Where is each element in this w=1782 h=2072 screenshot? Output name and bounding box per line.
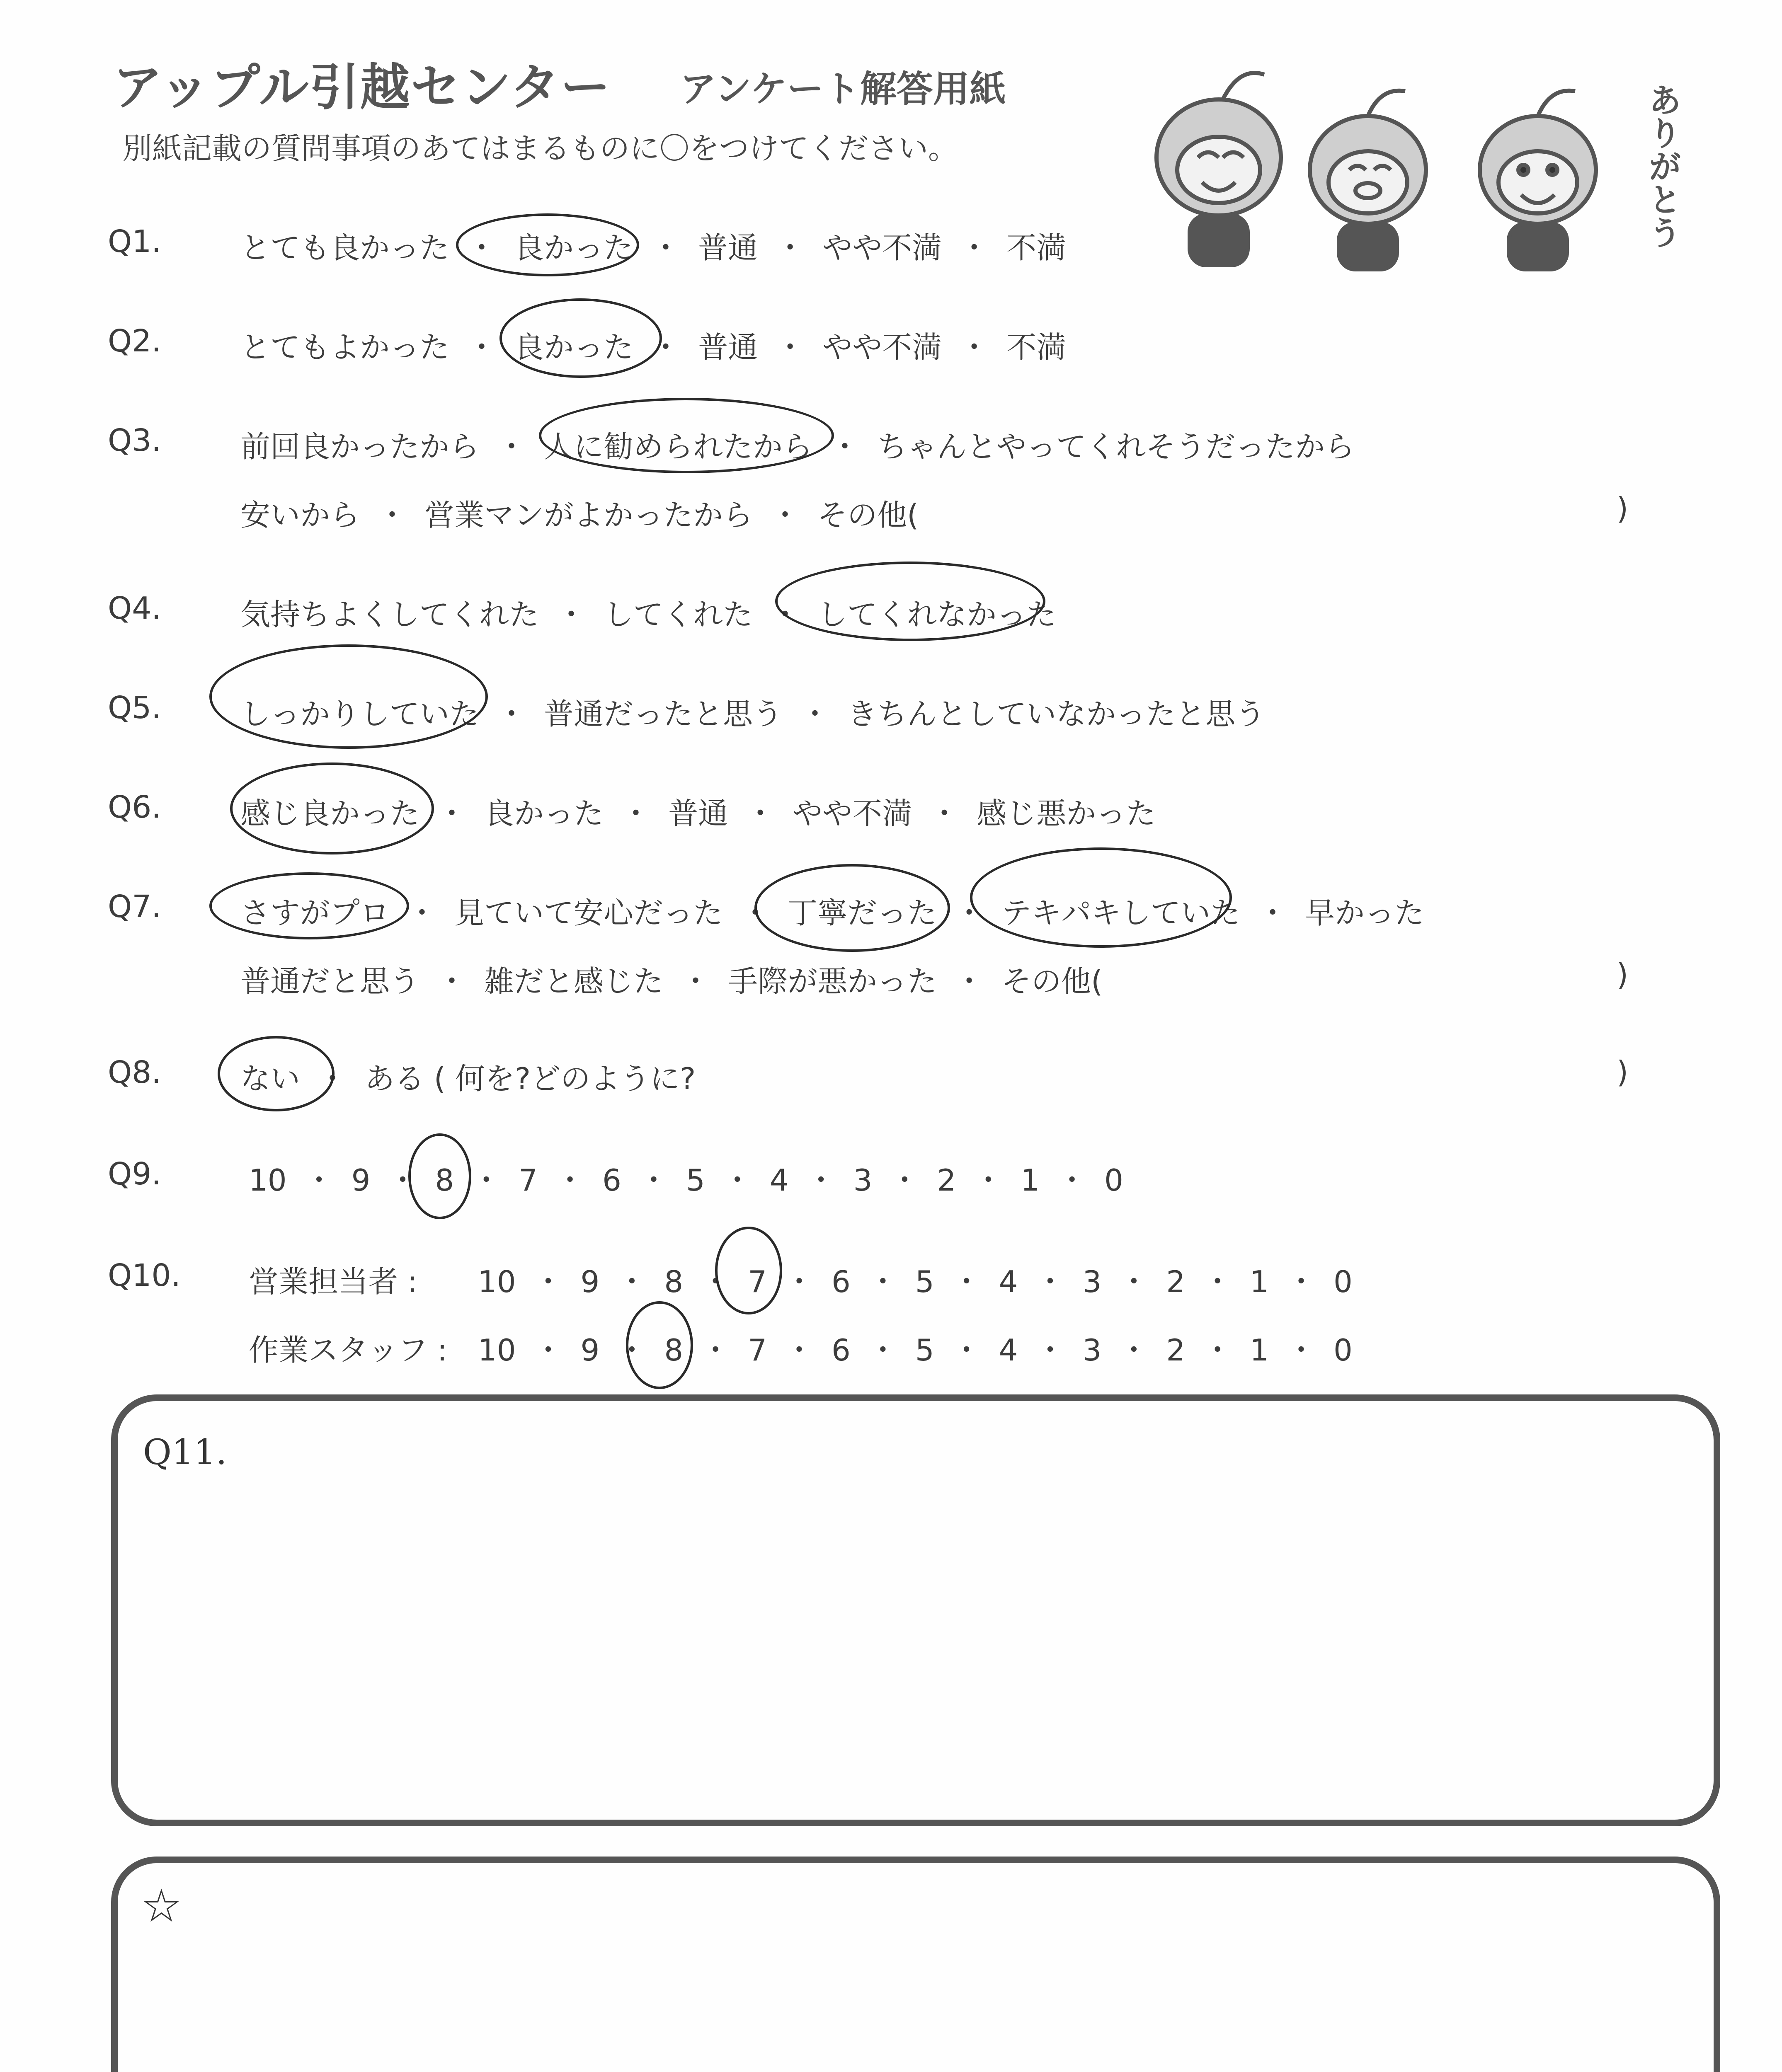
q10-staff-score-5[interactable]: 5 <box>915 1333 934 1368</box>
q3-option-5[interactable]: 営業マンがよかったから <box>424 498 753 533</box>
q10-staff-label: 作業スタッフ : <box>249 1333 448 1368</box>
q1-number: Q1. <box>108 224 161 259</box>
q3-close-paren: ) <box>1617 491 1629 526</box>
q1-options: とても良かった ・ 良かった ・ 普通 ・ やや不満 ・ 不満 <box>240 224 1066 267</box>
q6-option-3[interactable]: 普通 <box>668 796 728 831</box>
q10-sales-score-9[interactable]: 9 <box>580 1264 600 1299</box>
q4-options: 気持ちよくしてくれた ・ してくれた ・ してくれなかった <box>240 591 1056 634</box>
q9-selection-mark <box>408 1133 471 1219</box>
q3-options-line1: 前回良かったから ・ 人に勧められたから ・ ちゃんとやってくれそうだったから <box>240 423 1355 466</box>
q10-staff-score-2[interactable]: 2 <box>1166 1333 1186 1368</box>
q6-options: 感じ良かった ・ 良かった ・ 普通 ・ やや不満 ・ 感じ悪かった <box>240 789 1156 833</box>
q9-score-2[interactable]: 2 <box>937 1163 956 1198</box>
q7-option-2[interactable]: 見ていて安心だった <box>454 896 723 930</box>
q6-number: Q6. <box>108 789 161 825</box>
q2-number: Q2. <box>108 323 161 359</box>
q3-option-2[interactable]: 人に勧められたから <box>544 429 813 464</box>
q7-option-9[interactable]: その他( <box>1001 964 1103 999</box>
star-comment-box[interactable] <box>111 1857 1720 2072</box>
q4-option-2[interactable]: してくれた <box>604 597 753 632</box>
q11-label: Q11. <box>143 1432 227 1472</box>
q10-staff-score-7[interactable]: 7 <box>748 1333 767 1368</box>
q3-option-1[interactable]: 前回良かったから <box>240 429 480 464</box>
mascot-thanks-text: ありがとう <box>1643 83 1682 249</box>
q8-number: Q8. <box>108 1055 161 1090</box>
monkey-right-icon <box>1480 91 1596 269</box>
q4-option-3[interactable]: してくれなかった <box>817 597 1057 632</box>
q3-selection-mark <box>539 398 834 473</box>
q10-staff-score-3[interactable]: 3 <box>1082 1333 1102 1368</box>
q1-selection-mark <box>456 213 639 276</box>
q5-number: Q5. <box>108 690 161 726</box>
q5-selection-mark <box>209 644 488 749</box>
q10-staff-selection-mark <box>626 1301 693 1389</box>
q7-close-paren: ) <box>1617 957 1629 992</box>
q3-options-line2: 安いから ・ 営業マンがよかったから ・ その他( <box>240 491 919 534</box>
q4-option-1[interactable]: 気持ちよくしてくれた <box>240 597 539 632</box>
q7-option-5[interactable]: 早かった <box>1305 896 1425 930</box>
monkey-left-icon <box>1156 73 1281 265</box>
q2-option-1[interactable]: とてもよかった <box>240 330 450 365</box>
q10-staff-score-6[interactable]: 6 <box>832 1333 851 1368</box>
q6-option-4[interactable]: やや不満 <box>793 796 912 831</box>
form-title: アンケート解答用紙 <box>680 68 1006 110</box>
q9-score-10[interactable]: 10 <box>249 1163 287 1198</box>
q9-score-8[interactable]: 8 <box>435 1163 454 1198</box>
q10-number: Q10. <box>108 1258 181 1293</box>
q10-sales-score-2[interactable]: 2 <box>1166 1264 1186 1299</box>
q2-option-2[interactable]: 良かった <box>514 330 634 365</box>
q2-option-5[interactable]: 不満 <box>1006 330 1067 365</box>
q4-number: Q4. <box>108 591 161 626</box>
q10-sales-score-4[interactable]: 4 <box>999 1264 1018 1299</box>
q9-scale: 10 ・ 9 ・ 8 ・ 7 ・ 6 ・ 5 ・ 4 ・ 3 ・ 2 ・ 1 ・ 0 <box>249 1163 1123 1198</box>
q7-option-7[interactable]: 雑だと感じた <box>484 964 664 999</box>
q4-selection-mark <box>775 562 1045 641</box>
q9-number: Q9. <box>108 1156 161 1192</box>
q3-number: Q3. <box>108 423 161 458</box>
q9-score-5[interactable]: 5 <box>686 1163 705 1198</box>
q1-option-4[interactable]: やや不満 <box>822 230 942 265</box>
q1-option-2[interactable]: 良かった <box>514 230 634 265</box>
q10-sales-label: 営業担当者 : <box>249 1264 418 1299</box>
star-label: ☆ <box>141 1879 182 1932</box>
q2-options: とてもよかった ・ 良かった ・ 普通 ・ やや不満 ・ 不満 <box>240 323 1066 366</box>
q7-selection-mark-1 <box>209 872 409 939</box>
q2-option-3[interactable]: 普通 <box>698 330 758 365</box>
q5-option-3[interactable]: きちんとしていなかったと思う <box>847 697 1266 731</box>
q8-option-2[interactable]: ある ( 何を?どのように? <box>365 1061 696 1096</box>
q10-sales-score-7[interactable]: 7 <box>748 1264 767 1299</box>
q6-option-5[interactable]: 感じ悪かった <box>977 796 1156 831</box>
q3-option-4[interactable]: 安いから <box>240 498 360 533</box>
q10-staff-score-8[interactable]: 8 <box>664 1333 684 1368</box>
q5-option-2[interactable]: 普通だったと思う <box>544 697 783 731</box>
q3-option-6[interactable]: その他( <box>817 498 919 533</box>
q7-number: Q7. <box>108 889 161 925</box>
q10-sales-score-0[interactable]: 0 <box>1333 1264 1353 1299</box>
q9-score-3[interactable]: 3 <box>853 1163 873 1198</box>
q10-sales-score-6[interactable]: 6 <box>832 1264 851 1299</box>
mascot-illustration <box>1119 58 1700 274</box>
q10-sales-score-8[interactable]: 8 <box>664 1264 684 1299</box>
q1-option-3[interactable]: 普通 <box>698 230 758 265</box>
q10-sales-score-5[interactable]: 5 <box>915 1264 934 1299</box>
q10-staff-score-0[interactable]: 0 <box>1333 1333 1353 1368</box>
q7-option-6[interactable]: 普通だと思う <box>240 964 420 999</box>
company-name: アップル引越センター <box>113 59 611 116</box>
q6-option-2[interactable]: 良かった <box>484 796 604 831</box>
q3-option-3[interactable]: ちゃんとやってくれそうだったから <box>877 429 1355 464</box>
q5-options: しっかりしていた ・ 普通だったと思う ・ きちんとしていなかったと思う <box>240 690 1265 733</box>
q9-score-9[interactable]: 9 <box>351 1163 371 1198</box>
q7-option-8[interactable]: 手際が悪かった <box>728 964 937 999</box>
q1-option-5[interactable]: 不満 <box>1006 230 1067 265</box>
q5-option-1[interactable]: しっかりしていた <box>240 697 480 731</box>
q7-options-line1: さすがプロ ・ 見ていて安心だった ・ 丁寧だった ・ テキパキしていた ・ 早かった <box>240 889 1424 932</box>
q10-staff-row: 作業スタッフ : 10 ・ 9 ・ 8 ・ 7 ・ 6 ・ 5 ・ 4 ・ 3 ・ 2 ・ 1 ・ 0 <box>249 1326 1353 1369</box>
q9-score-0[interactable]: 0 <box>1104 1163 1123 1198</box>
q6-option-1[interactable]: 感じ良かった <box>240 796 420 831</box>
q7-selection-mark-2 <box>754 864 950 952</box>
q8-selection-mark <box>218 1036 335 1111</box>
q7-selection-mark-3 <box>970 847 1232 948</box>
q9-score-1[interactable]: 1 <box>1021 1163 1040 1198</box>
q10-sales-score-10[interactable]: 10 <box>478 1264 516 1299</box>
q2-option-4[interactable]: やや不満 <box>822 330 942 365</box>
q9-score-7[interactable]: 7 <box>519 1163 538 1198</box>
q10-sales-score-1[interactable]: 1 <box>1250 1264 1269 1299</box>
q7-options-line2: 普通だと思う ・ 雑だと感じた ・ 手際が悪かった ・ その他( <box>240 957 1103 1000</box>
q10-staff-score-1[interactable]: 1 <box>1250 1333 1269 1368</box>
instruction-text: 別紙記載の質問事項のあてはまるものに〇をつけてください。 <box>122 131 958 166</box>
q9-score-4[interactable]: 4 <box>769 1163 789 1198</box>
q10-staff-score-4[interactable]: 4 <box>999 1333 1018 1368</box>
q9-score-6[interactable]: 6 <box>602 1163 621 1198</box>
q1-option-1[interactable]: とても良かった <box>240 230 450 265</box>
monkey-middle-icon <box>1310 91 1426 269</box>
q11-comment-box[interactable] <box>111 1394 1720 1826</box>
q10-staff-score-10[interactable]: 10 <box>478 1333 516 1368</box>
q8-close-paren: ) <box>1617 1055 1629 1089</box>
q8-option-1[interactable]: ない <box>240 1061 301 1096</box>
q10-sales-selection-mark <box>715 1227 782 1314</box>
q2-selection-mark <box>499 298 662 378</box>
q10-sales-score-3[interactable]: 3 <box>1082 1264 1102 1299</box>
q6-selection-mark <box>230 762 434 854</box>
q7-option-4[interactable]: テキパキしていた <box>1001 896 1241 930</box>
q8-options: ない ・ ある ( 何を?どのように? <box>240 1055 696 1098</box>
q7-option-1[interactable]: さすがプロ <box>240 896 390 930</box>
q10-sales-row: 営業担当者 : 10 ・ 9 ・ 8 ・ 7 ・ 6 ・ 5 ・ 4 ・ 3 ・ 2 ・ 1 ・ 0 <box>249 1258 1353 1301</box>
q7-option-3[interactable]: 丁寧だった <box>788 896 937 930</box>
q10-staff-score-9[interactable]: 9 <box>580 1333 600 1368</box>
